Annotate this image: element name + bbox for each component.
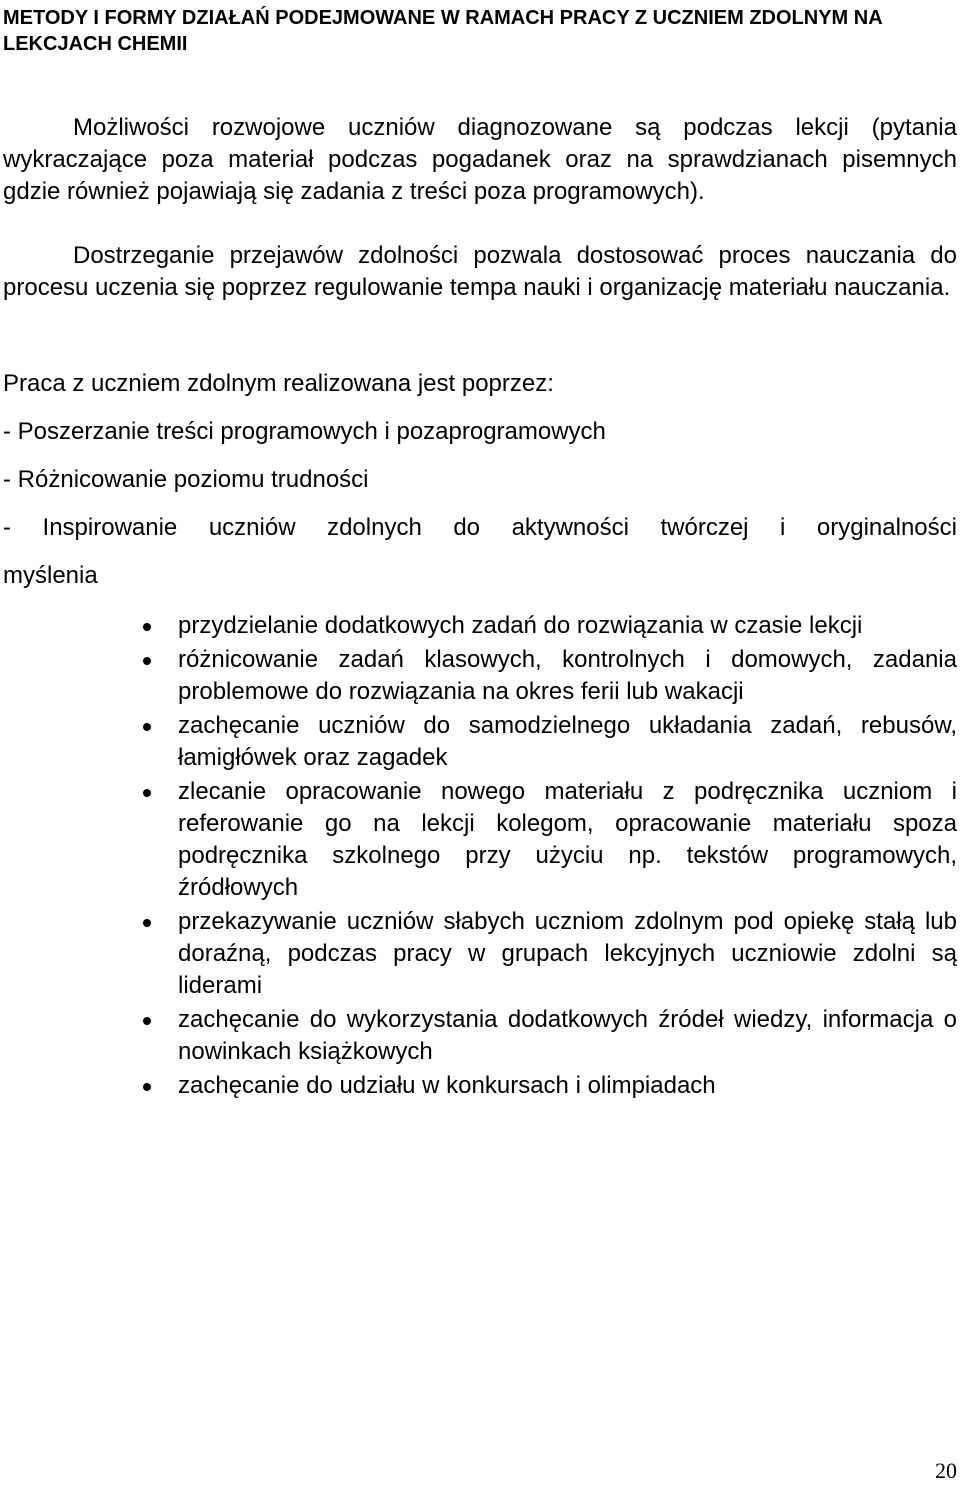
bullet-icon bbox=[143, 657, 151, 665]
list-item-text: zachęcanie uczniów do samodzielnego układania zadań, rebusów, łamigłówek oraz zagadek bbox=[178, 712, 957, 771]
dash-item: - Różnicowanie poziomu trudności bbox=[3, 466, 369, 493]
paragraph-adaptation: Dostrzeganie przejawów zdolności pozwala dostosować proces nauczania do procesu uczenia się poprzez regulowanie tempa nauki i organizację materiału nauczania. bbox=[3, 242, 957, 301]
list-item bbox=[178, 710, 957, 774]
list-item bbox=[178, 776, 957, 904]
bullet-icon bbox=[143, 723, 151, 731]
list-item bbox=[178, 1004, 957, 1068]
paragraph-diagnosis: Możliwości rozwojowe uczniów diagnozowane są podczas lekcji (pytania wykraczające poza materiał podczas pogadanek oraz na sprawdzianach pisemnych gdzie również pojawiają się zadania z treści poza programowych). bbox=[3, 114, 957, 205]
list-item-text: różnicowanie zadań klasowych, kontrolnych i domowych, zadania problemowe do rozwiązania na okres ferii lub wakacji bbox=[178, 646, 957, 705]
list-item bbox=[178, 906, 957, 1002]
list-item bbox=[178, 610, 957, 642]
list-item bbox=[178, 644, 957, 708]
bullet-icon bbox=[143, 623, 151, 631]
list-item-text: zachęcanie do udziału w konkursach i olimpiadach bbox=[178, 1072, 716, 1099]
list-item bbox=[178, 1070, 957, 1102]
page-title: METODY I FORMY DZIAŁAŃ PODEJMOWANE W RAMACH PRACY Z UCZNIEM ZDOLNYM NA LEKCJACH CHEMII bbox=[3, 7, 882, 55]
bullet-icon bbox=[143, 789, 151, 797]
dash-item: - Poszerzanie treści programowych i pozaprogramowych bbox=[3, 418, 606, 445]
page-number: 20 bbox=[935, 1458, 957, 1483]
list-item-text: przekazywanie uczniów słabych uczniom zdolnym pod opiekę stałą lub doraźną, podczas pracy w grupach lekcyjnych uczniowie zdolni są liderami bbox=[178, 908, 957, 999]
dash-item-continuation: myślenia bbox=[3, 562, 98, 589]
dash-item: - Inspirowanie uczniów zdolnych do aktywności twórczej i oryginalności bbox=[3, 514, 957, 541]
bullet-icon bbox=[143, 1083, 151, 1091]
list-item-text: zachęcanie do wykorzystania dodatkowych źródeł wiedzy, informacja o nowinkach książkowych bbox=[178, 1006, 957, 1065]
bullet-list bbox=[0, 610, 960, 1104]
intro-line: Praca z uczniem zdolnym realizowana jest poprzez: bbox=[3, 370, 554, 397]
list-item-text: przydzielanie dodatkowych zadań do rozwiązania w czasie lekcji bbox=[178, 612, 863, 639]
bullet-icon bbox=[143, 1017, 151, 1025]
list-item-text: zlecanie opracowanie nowego materiału z podręcznika uczniom i referowanie go na lekcji kolegom, opracowanie materiału spoza podręcznika szkolnego przy użyciu np. tekstów programowych, źródłowych bbox=[178, 778, 957, 901]
bullet-icon bbox=[143, 919, 151, 927]
